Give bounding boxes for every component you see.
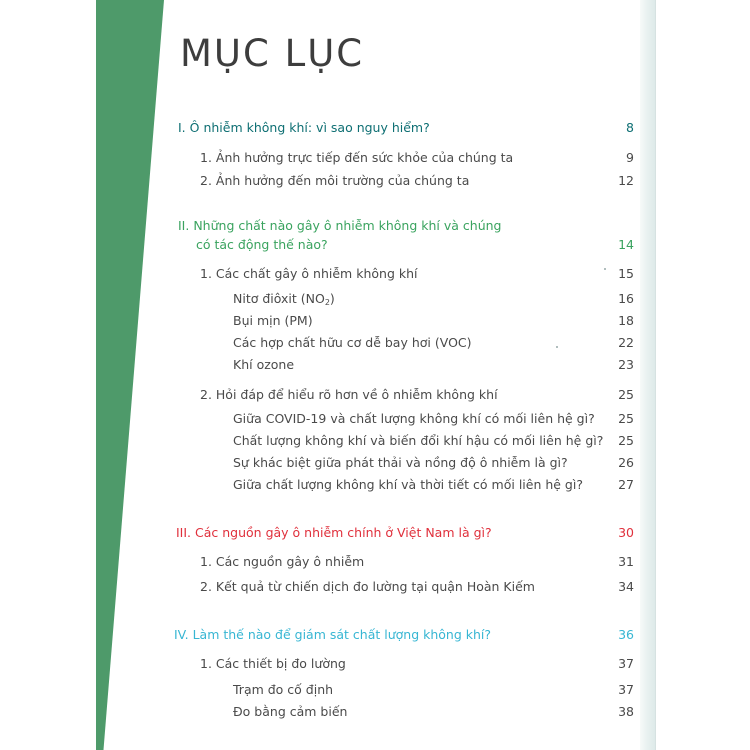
toc-subentry[interactable] <box>0 453 750 473</box>
toc-label: Khí ozone <box>233 357 295 372</box>
toc-section-1[interactable] <box>0 118 750 138</box>
toc-label: 1. Các thiết bị đo lường <box>200 656 346 671</box>
toc-page-number: 37 <box>618 682 634 697</box>
toc-section-4[interactable] <box>0 625 750 645</box>
toc-entry[interactable] <box>0 171 750 191</box>
toc-subentry[interactable] <box>0 680 750 700</box>
toc-subentry[interactable] <box>0 289 750 309</box>
toc-section-3[interactable] <box>0 523 750 543</box>
toc-label: Bụi mịn (PM) <box>233 313 313 328</box>
toc-label: 1. Ảnh hưởng trực tiếp đến sức khỏe của chúng ta <box>200 150 514 165</box>
toc-page-number: 34 <box>618 579 634 594</box>
toc-page-number: 38 <box>618 704 634 719</box>
toc-page-number: 37 <box>618 656 634 671</box>
toc-entry[interactable] <box>0 552 750 572</box>
toc-entry[interactable] <box>0 385 750 405</box>
toc-subentry[interactable] <box>0 475 750 495</box>
toc-page-number: 9 <box>626 150 634 165</box>
toc-page-number: 16 <box>618 291 634 306</box>
toc-label: Nitơ điôxit $(NO_2)$ <box>233 291 335 307</box>
toc-label: 2. Ảnh hưởng đến môi trường của chúng ta <box>200 173 470 188</box>
toc-subentry[interactable] <box>0 311 750 331</box>
toc-label: Giữa COVID-19 và chất lượng không khí có mối liên hệ gì? <box>233 411 595 426</box>
toc-label: Các hợp chất hữu cơ dễ bay hơi (VOC) <box>233 335 472 350</box>
toc-subentry[interactable] <box>0 333 750 353</box>
toc-label: Đo bằng cảm biến <box>233 704 348 719</box>
toc-entry[interactable] <box>0 577 750 597</box>
toc-page-number: 14 <box>618 237 634 252</box>
toc-label: 2. Hỏi đáp để hiểu rõ hơn về ô nhiễm không khí <box>200 387 498 402</box>
toc-label: IV. Làm thế nào để giám sát chất lượng không khí? <box>174 627 492 642</box>
toc-label-line2: có tác động thế nào? <box>196 237 328 252</box>
toc-page-number: 12 <box>618 173 634 188</box>
toc-subentry[interactable] <box>0 409 750 429</box>
toc-label: 1. Các nguồn gây ô nhiễm <box>200 554 365 569</box>
print-speck <box>556 346 558 348</box>
toc-entry[interactable] <box>0 148 750 168</box>
toc-page-number: 36 <box>618 627 634 642</box>
toc-section-2-cont[interactable] <box>0 235 750 255</box>
toc-page-number: 26 <box>618 455 634 470</box>
toc-page-number: 31 <box>618 554 634 569</box>
toc-label: 1. Các chất gây ô nhiễm không khí <box>200 266 418 281</box>
toc-label: III. Các nguồn gây ô nhiễm chính ở Việt Nam là gì? <box>176 525 492 540</box>
toc-page-number: 25 <box>618 433 634 448</box>
toc-page-number: 23 <box>618 357 634 372</box>
print-speck <box>604 268 606 270</box>
toc-label: I. Ô nhiễm không khí: vì sao nguy hiểm? <box>178 120 430 135</box>
toc-entry[interactable] <box>0 264 750 284</box>
toc-label-line1: II. Những chất nào gây ô nhiễm không khí và chúng <box>178 218 502 233</box>
toc-page-number: 18 <box>618 313 634 328</box>
toc-entry[interactable] <box>0 654 750 674</box>
toc-label: 2. Kết quả từ chiến dịch đo lường tại quận Hoàn Kiếm <box>200 579 535 594</box>
toc-page-number: 8 <box>626 120 634 135</box>
toc-page-number: 15 <box>618 266 634 281</box>
toc-section-2[interactable] <box>0 216 750 236</box>
toc-label: Sự khác biệt giữa phát thải và nồng độ ô nhiễm là gì? <box>233 455 568 470</box>
toc-page-number: 25 <box>618 411 634 426</box>
toc-subentry[interactable] <box>0 431 750 451</box>
toc-page-number: 30 <box>618 525 634 540</box>
toc-page-number: 22 <box>618 335 634 350</box>
toc-subentry[interactable] <box>0 355 750 375</box>
page-title: MỤC LỤC <box>180 32 365 75</box>
toc-label: Giữa chất lượng không khí và thời tiết có mối liên hệ gì? <box>233 477 583 492</box>
toc-page-number: 27 <box>618 477 634 492</box>
toc-label: Chất lượng không khí và biến đổi khí hậu có mối liên hệ gì? <box>233 433 604 448</box>
toc-subentry[interactable] <box>0 702 750 722</box>
toc-page-number: 25 <box>618 387 634 402</box>
toc-label: Trạm đo cố định <box>233 682 334 697</box>
